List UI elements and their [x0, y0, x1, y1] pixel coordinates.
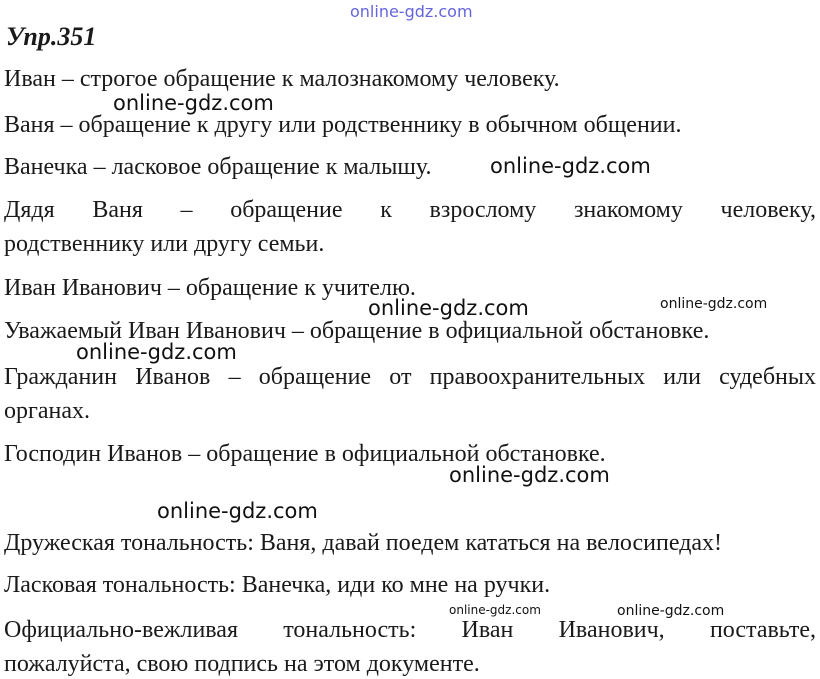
text-line-2: Ваня – обращение к другу или родственнику в обычном общении.: [4, 112, 682, 138]
text-line-10: Ласковая тональность: Ванечка, иди ко мне на ручки.: [4, 572, 551, 598]
word: человеку,: [720, 197, 816, 223]
word: от: [389, 364, 412, 390]
word: Иван: [461, 617, 514, 643]
word: или: [663, 364, 701, 390]
text-line-11b: пожалуйста, свою подпись на этом документе.: [4, 651, 480, 677]
word: взрослому: [429, 197, 537, 223]
watermark: online-gdz.com: [157, 499, 318, 523]
watermark: online-gdz.com: [350, 2, 473, 21]
word: Иванович,: [558, 617, 665, 643]
watermark: online-gdz.com: [617, 603, 725, 619]
watermark: online-gdz.com: [490, 154, 651, 178]
word: тональность:: [283, 617, 417, 643]
word: знакомому: [573, 197, 683, 223]
text-line-7: [4, 362, 816, 392]
word: Иванов: [135, 364, 211, 390]
word: обращение: [230, 197, 343, 223]
watermark: online-gdz.com: [76, 340, 237, 364]
text-line-11: [4, 615, 816, 645]
word: к: [380, 197, 392, 223]
text-line-6: Уважаемый Иван Иванович – обращение в официальной обстановке.: [4, 318, 710, 344]
word: Дядя: [4, 197, 55, 223]
exercise-title: Упр.351: [6, 22, 97, 51]
text-line-4: [4, 195, 816, 225]
watermark: online-gdz.com: [449, 463, 610, 487]
watermark: online-gdz.com: [368, 296, 529, 320]
word: Гражданин: [4, 364, 117, 390]
watermark: online-gdz.com: [660, 296, 768, 312]
text-line-4b: родственнику или другу семьи.: [4, 231, 325, 257]
text-line-9: Дружеская тональность: Ваня, давай поедем кататься на велосипедах!: [4, 530, 723, 556]
word: –: [180, 197, 193, 223]
word: –: [228, 364, 241, 390]
word: Официально-вежливая: [4, 617, 238, 643]
text-line-7b: органах.: [4, 398, 90, 424]
text-line-1: Иван – строгое обращение к малознакомому человеку.: [4, 66, 560, 92]
word: судебных: [719, 364, 816, 390]
text-line-5: Иван Иванович – обращение к учителю.: [4, 275, 416, 301]
watermark: online-gdz.com: [449, 603, 541, 617]
word: Ваня: [92, 197, 143, 223]
text-line-8: Господин Иванов – обращение в официальной обстановке.: [4, 441, 606, 467]
watermark: online-gdz.com: [113, 91, 274, 115]
text-line-3: Ванечка – ласковое обращение к малышу.: [4, 154, 432, 180]
word: обращение: [258, 364, 372, 390]
word: поставьте,: [709, 617, 816, 643]
word: правоохранительных: [429, 364, 646, 390]
